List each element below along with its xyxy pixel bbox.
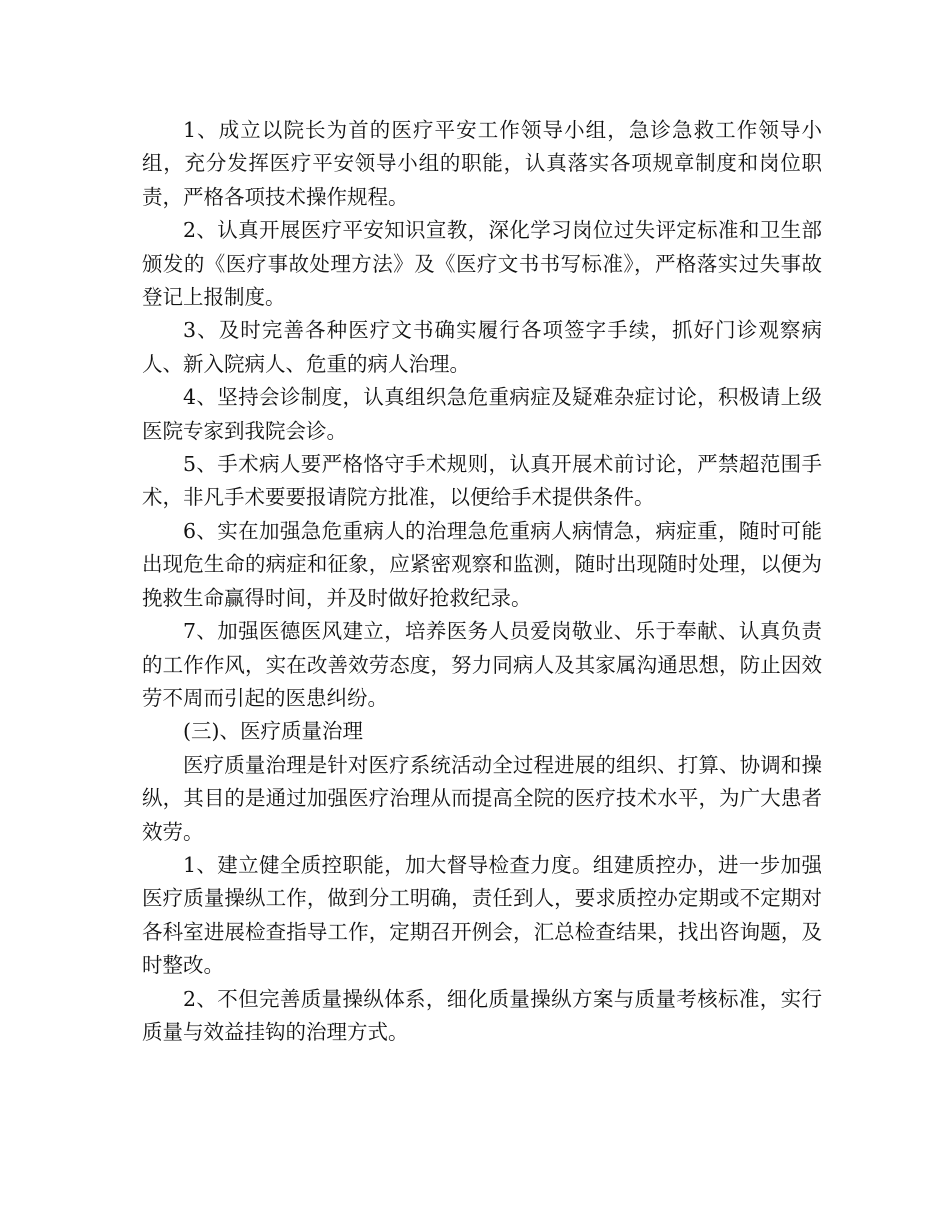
paragraph-quality-system: 2、不但完善质量操纵体系，细化质量操纵方案与质量考核标准，实行质量与效益挂钩的治理方式。 xyxy=(142,986,822,1044)
section-heading-quality-management: (三)、医疗质量治理 xyxy=(183,719,363,744)
paragraph-medical-ethics: 7、加强医德医风建立，培养医务人员爱岗敬业、乐于奉献、认真负责的工作作风，实在改善效劳态度，努力同病人及其家属沟通思想，防止因效劳不周而引起的医患纠纷。 xyxy=(142,619,822,710)
document-body xyxy=(142,114,822,1049)
paragraph-quality-intro: 医疗质量治理是针对医疗系统活动全过程进展的组织、打算、协调和操纵，其目的是通过加强医疗治理从而提高全院的医疗技术水平，为广大患者效劳。 xyxy=(142,752,822,844)
paragraph-safety-group: 1、成立以院长为首的医疗平安工作领导小组，急诊急救工作领导小组，充分发挥医疗平安领导小组的职能，认真落实各项规章制度和岗位职责，严格各项技术操作规程。 xyxy=(142,118,822,209)
paragraph-consultation: 4、坚持会诊制度，认真组织急危重病症及疑难杂症讨论，积极请上级医院专家到我院会诊。 xyxy=(142,385,822,443)
paragraph-critical-patients: 6、实在加强急危重病人的治理急危重病人病情急，病症重，随时可能出现危生命的病症和征象，应紧密观察和监测，随时出现随时处理，以便为挽救生命赢得时间，并及时做好抢救纪录。 xyxy=(142,518,822,610)
paragraph-medical-records: 3、及时完善各种医疗文书确实履行各项签字手续，抓好门诊观察病人、新入院病人、危重的病人治理。 xyxy=(142,318,822,376)
paragraph-quality-control: 1、建立健全质控职能，加大督导检查力度。组建质控办，进一步加强医疗质量操纵工作，做到分工明确，责任到人，要求质控办定期或不定期对各科室进展检查指导工作，定期召开例会，汇总检查结果，找出咨询题，及时整改。 xyxy=(142,852,822,978)
paragraph-surgery-rules: 5、手术病人要严格恪守手术规则，认真开展术前讨论，严禁超范围手术，非凡手术要要报请院方批准，以便给手术提供条件。 xyxy=(142,452,822,510)
paragraph-safety-education: 2、认真开展医疗平安知识宣教，深化学习岗位过失评定标准和卫生部颁发的《医疗事故处理方法》及《医疗文书书写标准》，严格落实过失事故登记上报制度。 xyxy=(142,218,822,310)
